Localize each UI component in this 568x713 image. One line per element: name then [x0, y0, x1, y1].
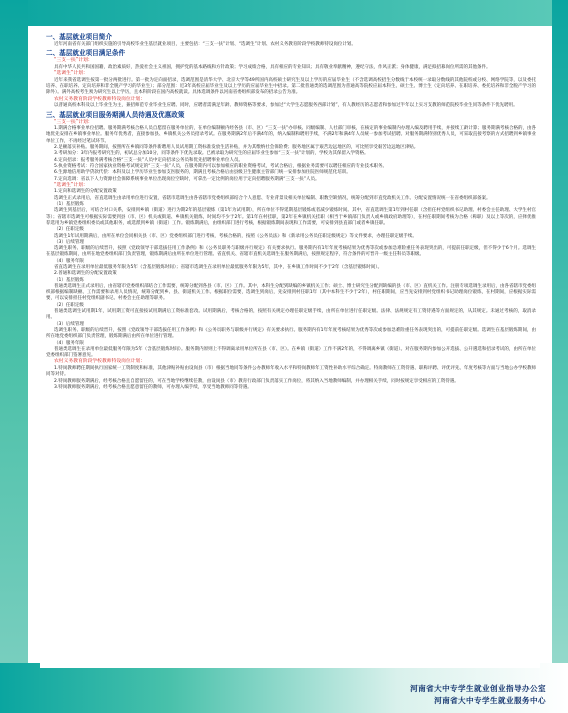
- left-decorative-band: [0, 0, 28, 713]
- paragraph: 选调生职务、职级的后续晋升，按照《党政领导干部选拔任用工作条例》和《公务员职务与职级并行规定》有关要求执行。服务期内有1年年度考核结果为优秀等次或参加急难险重任务表现突出的，可提前任职定级。选调生在基层锻炼期间，由所在地党委组织部门负责管理，锻炼期满后由所在单位进行管理。: [46, 327, 536, 340]
- paragraph: 2.特岗教师服务期满后，经考核合格且自愿留任的，可在当地学校继续任教，由设岗县（市）教育行政部门负责落实工作岗位，将其纳入当地教师编制，并办理相关手续，同时按规定享受相应的工资待遇。: [54, 378, 459, 384]
- document-body: [46, 32, 536, 664]
- paragraph: 以普通高校本科及以上毕业生为主，兼招师范专业毕业生应聘。同时，应聘者需满足年龄、教师资格等要求，参加过“大学生志愿服务西部计划”，有人教经历的志愿者和参加过半年以上实习支教的师范院校毕业生同等条件下优先聘用。: [54, 103, 518, 109]
- paragraph: 2.普通和选调生的分配安置政策: [54, 271, 117, 277]
- paragraph: （3）后续管理: [54, 239, 84, 245]
- paragraph: 选调生正式录用后，省直选调生由录用单位进行安置，省辖市选调生由各省辖市党委组织部结合个人意愿、专业背景及相关单位编制、职数空缺情况，统筹分配到市直党政机关工作。分配安置情况统一在省委组织部备案。: [54, 195, 491, 201]
- section-heading: 三、基层就业项目服务期满人员待遇及优惠政策: [46, 110, 185, 119]
- paragraph: （2）任职定级: [54, 302, 84, 308]
- paragraph: 选调生1年试用期满后，由所在单位会同相关县（市、区）党委组织部门进行考核，考核合格的，按照《公务员法》和《新录用公务员任职定级规定》等文件要求，办理任职定级手续。: [54, 233, 417, 239]
- paragraph: 普通类选调生在录用单位最低服务年限为5年（含基层锻炼时间）。服务期内原则上不得调离录用单位所在县（市、区）。在乡镇（街道）工作不满2年的，不得调离乡镇（街道）。对在服务期内参加公开选拔、公开遴选和招录考试的，由所在单位党委组织部门签署意见。: [46, 346, 536, 359]
- right-decorative-band: [552, 0, 568, 713]
- paragraph: （2）任职定级: [54, 227, 84, 233]
- subsection-title: “三支一扶”计划：: [54, 119, 93, 125]
- paragraph: 普通类选调生试用期1年，试用期工资可直接按试用期满后工资标准套改。试用期满后，考核合格的，按照有关规定办理任职定级手续，由所在单位进行任职定级。法律、法规规定有工资待遇等方面规定的，从其规定。未通过考核的，取消录用。: [46, 309, 536, 321]
- section-heading: 一、基层就业项目简介: [46, 33, 112, 41]
- paragraph: 3.特岗教师服务期满后，经考核合格且愿意留任的教师，可办理入编手续，享受当地教师同等待遇。: [54, 384, 252, 390]
- footer-line-center: 河南省大中专学生就业服务中心: [434, 696, 546, 705]
- paragraph: 1.特岗教师聘任期间执行国家统一工资制度和标准，其他津贴补贴由设岗县（市）根据当地同等条件公办教师年收入水平和特岗教师年工资性补助水平综合确定。特岗教师在工资待遇、职称评聘、评优评先、年度考核等方面与当地公办学校教师同等对待。: [46, 366, 536, 378]
- paragraph: （1）基层锻炼: [54, 202, 84, 208]
- section-heading: 二、基层就业项目满足条件: [46, 49, 126, 58]
- subsection-title: “选调生”计划：: [54, 71, 88, 77]
- paragraph: （4）服务年限: [54, 340, 84, 346]
- paragraph: 近年河南省有关部门组织实施的引导高校毕业生基层就业项目，主要包括：“三支一扶”计划、“选调生”计划、农村义务教育阶段学校教师特设岗位计划。: [54, 42, 356, 47]
- subsection-title: 农村义务教育阶段学校教师特设岗位计划：: [54, 96, 146, 102]
- paragraph: 6.生源地信用助学贷款代偿：本科及以上学历毕业生参加支医服务的，期满且考核合格后由县级卫生健康主管部门统一安排参加住院医师规范化培训。: [54, 170, 351, 176]
- paragraph: 普通类选调生正式录用后，由省辖市党委组织部结合工作需要，统筹分配到各县（市、区）工作。其中，本科生分配到缺编的乡镇机关工作；硕士、博士研究生分配到缺编的县（市、区）直机关工作。注册专项选调生录用后，由各省辖市党委组织部根据编制缺额、工作需要和录用人员情况，统筹分配到乡、县、街道机关工作。根据职位需要，选调生到岗后，先安排到村任职1年（其中本科生不少于2年），村任职期间，应当先安排到村党组织书记助理岗位锻炼，在村期间，应根据实际需要，可以安排担任村党组织副书记、村委会主任助理等职务。: [46, 283, 536, 302]
- top-decorative-band: [0, 0, 568, 26]
- paragraph: 4.定向招录：报考服务满考核合格“三支一扶”人员中定向招录公务员和优先招聘事业单位人员。: [54, 157, 243, 163]
- paragraph: 1.期满合格事业单位招聘。服务期满考核合格人员自愿留在服务单位的，在单位编制额内经各县（市、区）“三支一扶”办审核、同级编制、人社部门审核，在核定的事业编制内办理入编及聘用手续，并接续工龄计算；服务期满考核合格的，由各地优先安排在乡镇事业单位。服务年优秀者，直接参加县、乡镇机关公务员招录考试。在服务期满2年后不满4年的，纳入编制和聘用手续，不满2年和满4年人员统一参加考试招聘。对服务期满特别优秀人员，可采取直接考察的方式招聘到乡镇事业单位工作，不再经过笔试环节。: [46, 126, 536, 144]
- paragraph: 5.执业资格考试：符合国家执业资格考试规定的“三支一扶”人员，在服务期内可以参加相应的职业资格考试，考试合格后，根据业务需要可以聘任相应的专业技术职务。: [54, 163, 387, 169]
- paragraph: 1.定向和选调生的分配安置政策: [54, 189, 117, 195]
- subsection-title: “三支一扶”计划：: [54, 58, 93, 64]
- paragraph: （4）服务年限: [54, 258, 84, 264]
- paragraph: 3.考研加分：3年内报考研究生的，初试总分加10分，同等条件下优先录取。已被录取为研究生的应届毕业生参加“三支一扶”计划的，学校为其保留入学资格。: [54, 151, 369, 157]
- paragraph: （1）基层锻炼: [54, 277, 84, 283]
- paragraph: 选调生到基层后，可结合对口关系，安排到乡镇（街道）进行为期2年的基层锻炼（第1年为试用期），所在单位不得延期基层锻炼或者减少锻炼时间。其中，省直选调生第1年到村任职（含担任村党组织书记助理、村委会主任助理、大学生村官等）；省辖市选调生可根据实际需要到县（市、区）机关或街道、乡镇机关锻炼，时间均不少于2年。第1年在村挂职，第2年在乡镇机关挂职（相当于乡镇部门负责人或乡镇政府助理等），在村任职期间考核为合格（称职）及以上等次的，应择优推荐选用为乡镇党委组织委员或其他职务，或选派到乡镇（街道）工作。锻炼期满后，由组织部门进行考核，根据锻炼期间表现和工作需要，可安排到县直部门或者乡镇任职。: [46, 208, 536, 226]
- paragraph: 2.足额落实补贴。服务期间，按照所在乡镇同等条件新聘用人员试用期工资标准发放生活补贴，并为其缴纳社会保险费；服务地区属于艰苦边远地区的，可比照享受艰苦边远地区津贴。: [54, 145, 419, 151]
- footer-line-office: 河南省大中专学生就业创业指导办公室: [410, 684, 546, 693]
- paragraph: 选调生职务、职级的后续晋升，按照《党政领导干部选拔任用工作条例》和《公务员职务与职级并行规定》有关要求执行。服务期内有1年年度考核结果为优秀等次或参加急难险重任务表现突出的，可提前任职定级，但不得少于6个月。选调生在基层锻炼期间，由所在地党委组织部门负责管理，锻炼期满后由所在单位进行管理。省直机关、省辖市直机关选调生在服务期满后，按照规定程序，符合条件的可晋升一级主任科员等职级。: [46, 246, 536, 258]
- paragraph: 近年来我省选调生按第一批分两批进行。第一批为定向面招录，选调范围是清华大学、北京大学等49所国内高校硕士研究生及以上学历的应届毕业生（不含选调高校招生分数线于本校统一录取分数线的其他院校或分校、网络学院等，以及委托培养、在职培养、定向培养和非全脱产学习的毕业生）；部分范围：近3年高校应届毕业生及以上学历的应届毕业生中招录。第二批普通类的选调范围为普通高等院校应届本科生、硕士生、博士生（定向培养、在职培养、委托培养和非全脱产学习的除外）。满外高校考生须为研究生以上学历，且本科阶段在国内高校就读。具体选调条件以河南省委组织部发布的招录公告为准。: [46, 77, 536, 96]
- subsection-title: “选调生”计划：: [54, 182, 88, 188]
- footer-organization: [410, 683, 546, 707]
- paragraph: （3）后续管理: [54, 321, 84, 327]
- paragraph: 7.定向选调：省以下人力资源社会保障系统事业单位出现岗位空缺时，可拿出一定比例的岗位用于定向招聘服务期满“三支一扶”人员。: [54, 176, 320, 182]
- paragraph: 省直选调生在录用单位最低服务年限为5年（含基层锻炼时间）；省辖市选调生在录用单位最低服务年限为5年，其中，在乡镇工作时间不少于2年（含基层锻炼时间）。: [54, 264, 383, 270]
- paragraph: 具有中华人民共和国国籍，政治素质好，热爱社会主义祖国，拥护党的基本路线和方针政策；学习成绩合格，具有相应的专业知识；具有敬业奉献精神，遵纪守法，作风正派；身体健康，满足拟招募岗位所需的其他条件。: [54, 64, 491, 70]
- subsection-title: 农村义务教育阶段学校教师特设岗位计划：: [54, 359, 146, 365]
